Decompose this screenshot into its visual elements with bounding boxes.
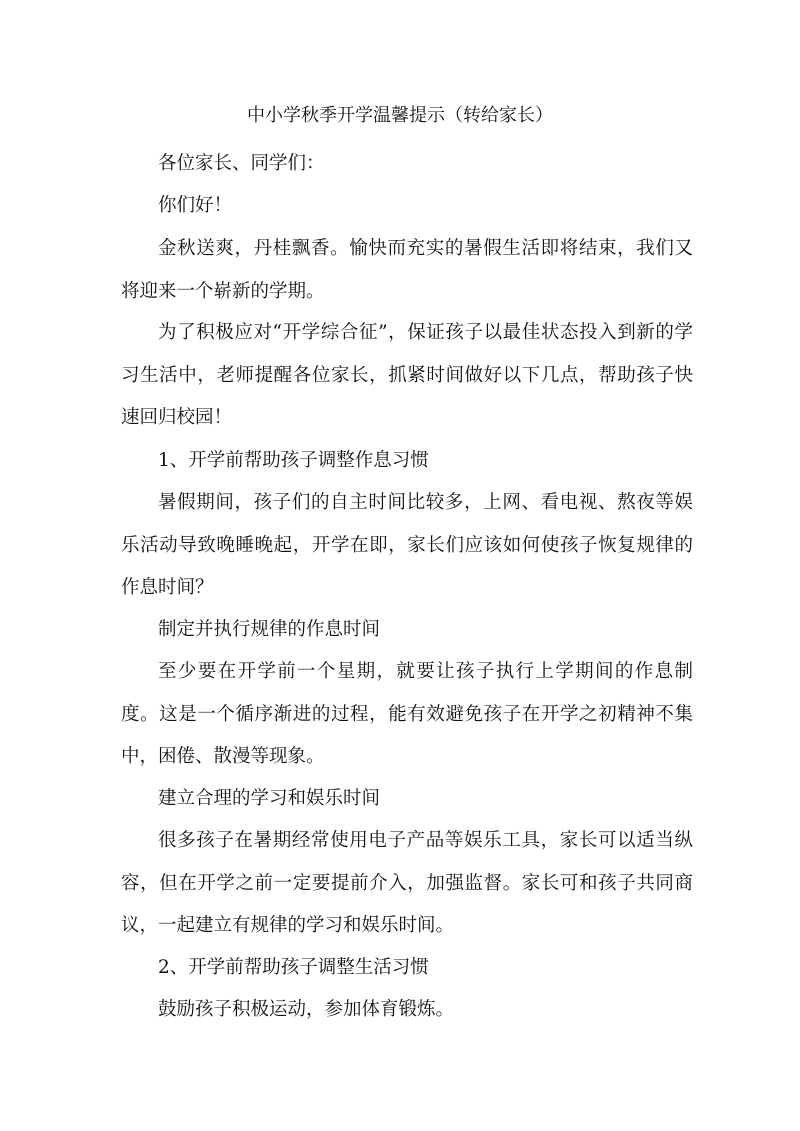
section-2-paragraph: 鼓励孩子积极运动，参加体育锻炼。 [158,999,455,1020]
section-heading-2: 2、开学前帮助孩子调整生活习惯 [158,957,429,978]
intro-paragraph: 金秋送爽，丹桂飘香。愉快而充实的暑假生活即将结束，我们又将迎来一个崭新的学期。 [121,238,693,302]
study-play-paragraph: 很多孩子在暑期经常使用电子产品等娱乐工具，家长可以适当纵容，但在开学之前一定要提前介入，加强监督。家长可和孩子共同商议，一起建立有规律的学习和娱乐时间。 [121,830,693,936]
section-heading-1: 1、开学前帮助孩子调整作息习惯 [158,450,429,471]
greeting-line: 各位家长、同学们： [158,153,325,174]
section-1-paragraph: 暑假期间，孩子们的自主时间比较多，上网、看电视、熬夜等娱乐活动导致晚睡晚起，开学在即，家长们应该如何使孩子恢复规律的作息时间？ [121,492,693,598]
salutation-line: 你们好！ [158,195,233,216]
purpose-paragraph: 为了积极应对“开学综合征”，保证孩子以最佳状态投入到新的学习生活中，老师提醒各位家长，抓紧时间做好以下几点，帮助孩子快速回归校园！ [121,322,693,428]
subheading-schedule: 制定并执行规律的作息时间 [158,619,381,640]
document-title: 中小学秋季开学温馨提示（转给家长） [247,105,553,126]
schedule-paragraph: 至少要在开学前一个星期，就要让孩子执行上学期间的作息制度。这是一个循序渐进的过程，能有效避免孩子在开学之初精神不集中，困倦、散漫等现象。 [121,661,693,767]
subheading-study-play: 建立合理的学习和娱乐时间 [158,788,381,809]
